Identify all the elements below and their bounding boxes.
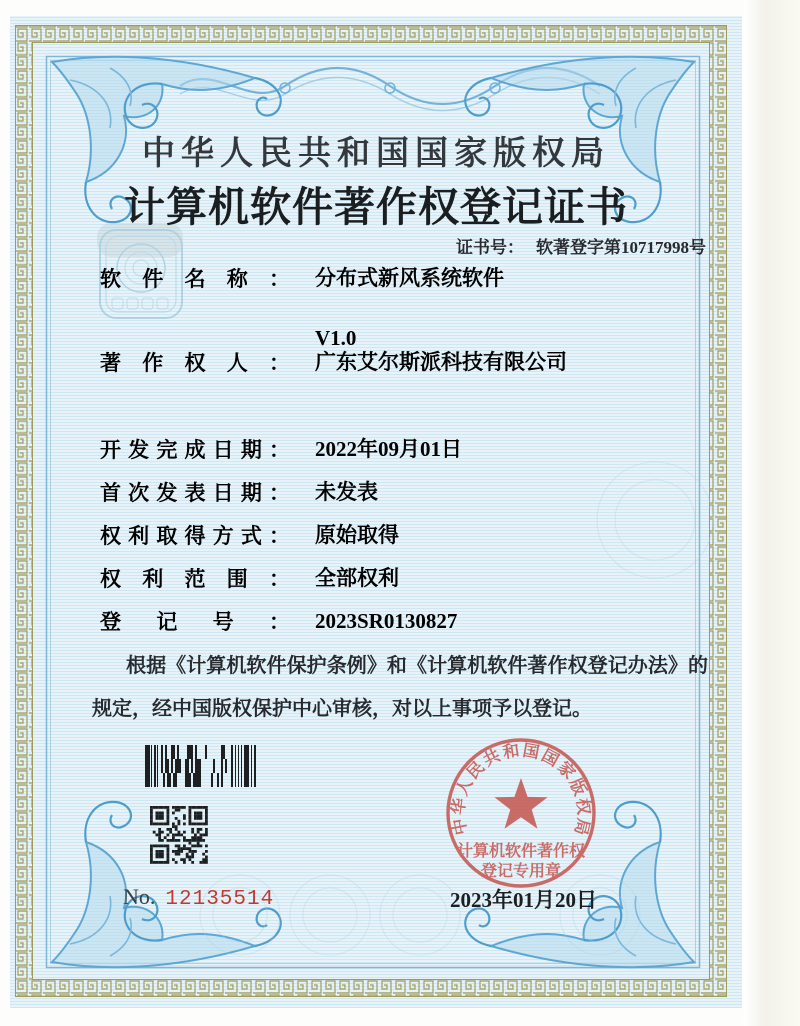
qr-code	[150, 806, 208, 864]
authority-title: 中华人民共和国国家版权局	[142, 136, 610, 172]
software-name: 分布式新风系统软件	[315, 266, 504, 290]
field-label: 软件名称：	[100, 267, 290, 291]
field-first-publication	[100, 477, 378, 507]
field-label: 登记号：	[100, 610, 290, 634]
certificate-title: 计算机软件著作权登记证书	[124, 184, 628, 230]
field-label: 首次发表日期：	[100, 481, 290, 505]
seal-arc-text: 中华人民共和国国家版权局	[448, 740, 594, 839]
field-copyright-owner	[100, 347, 567, 377]
field-software-name	[100, 263, 504, 353]
seal-line2: 登记专用章	[480, 863, 562, 880]
field-label: 开发完成日期：	[100, 438, 290, 462]
field-completion-date	[100, 434, 462, 464]
field-value: 全部权利	[315, 566, 399, 590]
field-rights-scope	[100, 563, 399, 593]
field-label: 著作权人：	[100, 351, 290, 375]
barcode	[145, 745, 256, 787]
field-value: 未发表	[315, 480, 378, 504]
field-value: 广东艾尔斯派科技有限公司	[315, 350, 567, 374]
issue-date: 2023年01月20日	[450, 888, 597, 912]
serial-digits: 12135514	[165, 888, 275, 911]
field-registration-number	[100, 606, 457, 636]
field-label: 权利取得方式：	[100, 524, 290, 548]
seal-line1: 计算机软件著作权	[456, 843, 586, 860]
serial-number	[123, 884, 274, 911]
registration-statement: 根据《计算机软件保护条例》和《计算机软件著作权登记办法》的规定，经中国版权保护中心审核，对以上事项予以登记。	[92, 655, 708, 720]
field-acquisition-method	[100, 520, 399, 550]
certificate-number	[456, 233, 706, 258]
software-version: V1.0	[315, 326, 357, 350]
field-label: 权利范围：	[100, 567, 290, 591]
official-seal	[447, 740, 594, 886]
field-value	[315, 263, 504, 353]
field-value: 2023SR0130827	[315, 609, 458, 633]
field-value: 原始取得	[315, 523, 399, 547]
field-value: 2022年09月01日	[315, 437, 462, 461]
certificate-number-label: 证书号：	[456, 238, 524, 257]
seal-star	[494, 778, 547, 829]
serial-prefix: No.	[123, 884, 156, 909]
certificate-number-value: 软著登字第10717998号	[536, 238, 706, 257]
